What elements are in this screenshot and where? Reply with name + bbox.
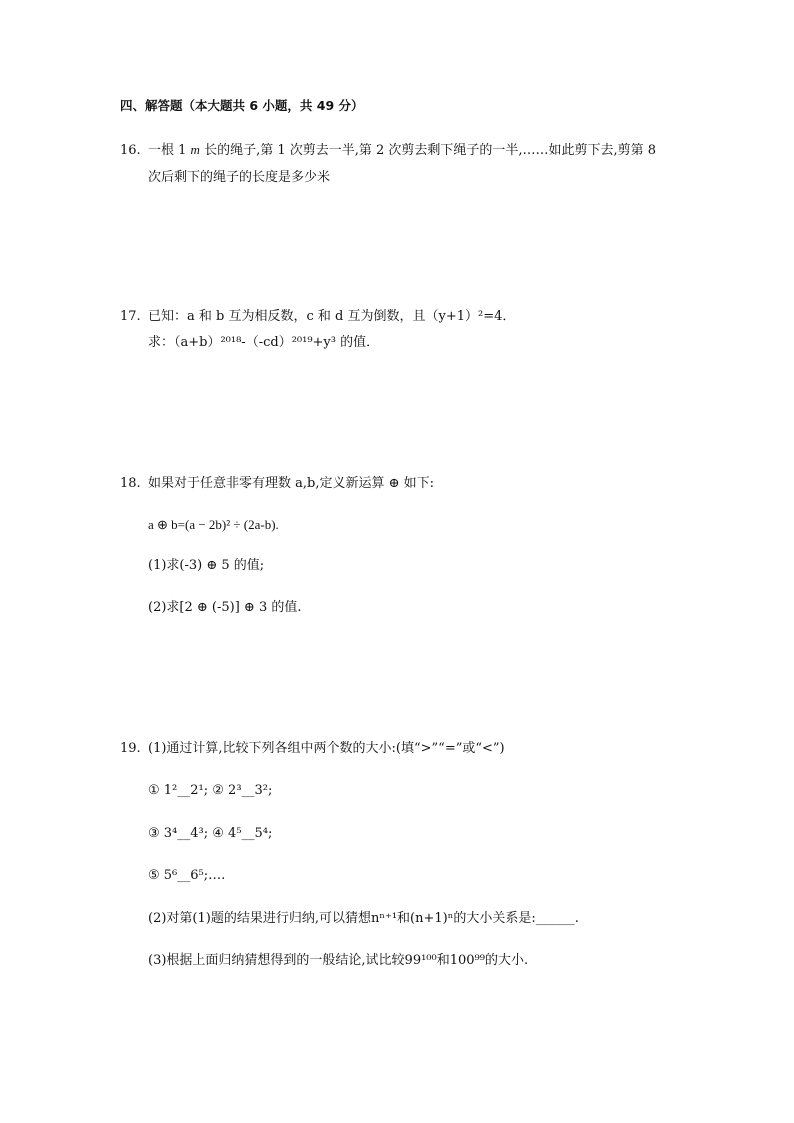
question-text: 一根 1	[148, 143, 191, 158]
compare-row-2: ③ 3⁴__4³; ④ 4⁵__5⁴;	[148, 826, 273, 841]
operation-definition: a ⊕ b=(a − 2b)² ÷ (2a-b).	[148, 517, 279, 532]
question-18-part2: (2)求[2 ⊕ (-5)] ⊕ 3 的值.	[148, 600, 302, 615]
question-16	[120, 142, 656, 159]
question-text: 已知：a 和 b 互为相反数，c 和 d 互为倒数，且（y+1）²=4．	[148, 309, 516, 324]
question-number: 16.	[120, 143, 141, 158]
question-19-part2: (2)对第(1)题的结果进行归纳,可以猜想nⁿ⁺¹和(n+1)ⁿ的大小关系是:______.	[148, 911, 579, 926]
question-text: 如果对于任意非零有理数 a,b,定义新运算 ⊕ 如下:	[148, 476, 435, 491]
question-number: 19.	[120, 741, 141, 756]
question-17-line2: 求：（a+b）²⁰¹⁸-（-cd）²⁰¹⁹+y³ 的值．	[148, 335, 380, 350]
question-18-part1: (1)求(-3) ⊕ 5 的值;	[148, 558, 265, 573]
compare-row-1: ① 1²__2¹; ② 2³__3²;	[148, 783, 273, 798]
question-number: 18.	[120, 476, 141, 491]
question-18	[120, 476, 434, 492]
question-16-line2: 次后剩下的绳子的长度是多少米	[148, 170, 331, 185]
question-17	[120, 309, 515, 325]
question-text: (1)通过计算,比较下列各组中两个数的大小:(填“>”“=”或“<”)	[148, 741, 505, 756]
compare-row-3: ⑤ 5⁶__6⁵;….	[148, 868, 226, 883]
question-19	[120, 741, 505, 757]
question-number: 17.	[120, 309, 141, 324]
section-heading: 四、解答题（本大题共 6 小题，共 49 分）	[120, 98, 364, 113]
question-19-part3: (3)根据上面归纳猜想得到的一般结论,试比较99¹⁰⁰和100⁹⁹的大小.	[148, 953, 529, 968]
unit-symbol: m	[190, 142, 200, 157]
question-text: 长的绳子,第 1 次剪去一半,第 2 次剪去剩下绳子的一半,……如此剪下去,剪第 8	[199, 143, 657, 158]
